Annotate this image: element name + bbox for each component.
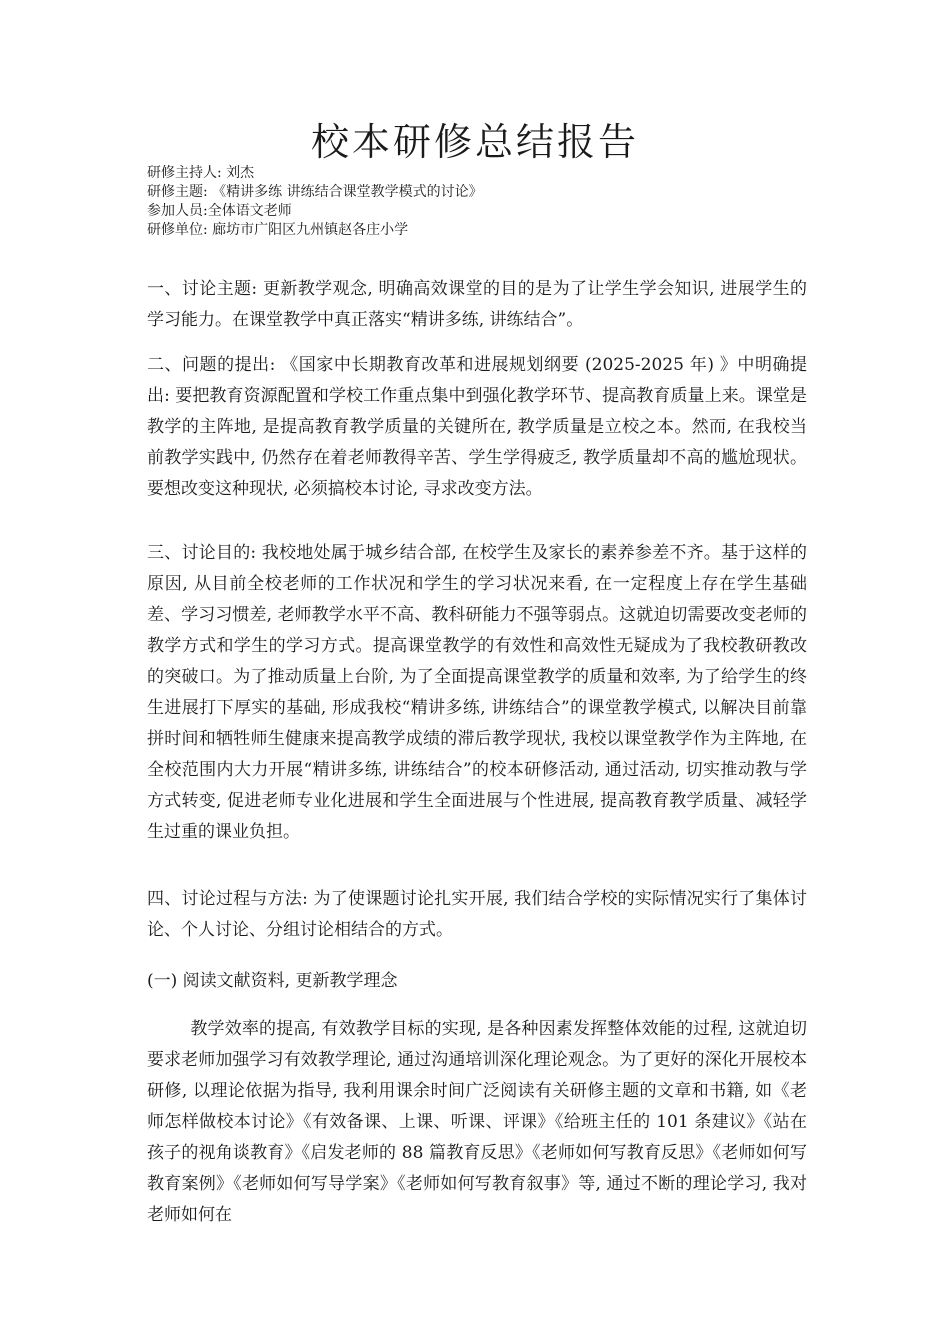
section-discussion-purpose: 三、讨论目的: 我校地处属于城乡结合部, 在校学生及家长的素养参差不齐。基于这样的原因, 从目前全校老师的工作状况和学生的学习状况来看, 在一定程度上存在学生基础差、学习习惯差, 老师教学水平不高、教科研能力不强等弱点。这就迫切需要改变老师的教学方式和学生的学习方式。提高课堂教学的有效性和高效性无疑成为了我校教研教改的突破口。为了推动质量上台阶, 为了全面提高课堂教学的质量和效率, 为了给学生的终生进展打下厚实的基础, 形成我校“精讲多练, 讲练结合”的课堂教学模式, 以解决目前靠拼时间和牺牲师生健康来提高教学成绩的滞后教学现状, 我校以课堂教学作为主阵地, 在全校范围内大力开展“精讲多练, 讲练结合”的校本研修活动, 通过活动, 切实推动教与学方式转变, 促进老师专业化进展和学生全面进展与个性进展, 提高教育教学质量、减轻学生过重的课业负担。 — [147, 543, 807, 842]
document-title: 校本研修总结报告 — [310, 120, 639, 164]
meta-participants: 参加人员:全体语文老师 — [147, 203, 292, 219]
body-paragraph: 教学效率的提高, 有效教学目标的实现, 是各种因素发挥整体效能的过程, 这就迫切要求老师加强学习有效教学理论, 通过沟通培训深化理论观念。为了更好的深化开展校本研修, 以理论依据为指导, 我利用课余时间广泛阅读有关研修主题的文章和书籍, 如《老师怎样做校本讨论》《有效备课、上课、听课、评课》《给班主任的 101 条建议》《站在孩子的视角谈教育》《启发老师的 88 篇教育反思》《老师如何写教育反思》《老师如何写教育案例》《老师如何写导学案》《老师如何写教育叙事》等, 通过不断的理论学习, 我对老师如何在 — [147, 1019, 807, 1225]
meta-host: 研修主持人: 刘杰 — [147, 165, 255, 181]
section-problem-statement: 二、问题的提出: 《国家中长期教育改革和进展规划纲要 (2025-2025 年) 》中明确提出: 要把教育资源配置和学校工作重点集中到强化教学环节、提高教育质量上来。课堂是教学的主阵地, 是提高教育教学质量的关键所在, 教学质量是立校之本。然而, 在我校当前教学实践中, 仍然存在着老师教得辛苦、学生学得疲乏, 教学质量却不高的尴尬现状。要想改变这种现状, 必须搞校本讨论, 寻求改变方法。 — [147, 355, 807, 499]
document-meta — [147, 164, 483, 240]
meta-topic: 研修主题: 《精讲多练 讲练结合课堂教学模式的讨论》 — [147, 184, 483, 200]
section-process-method: 四、讨论过程与方法: 为了使课题讨论扎实开展, 我们结合学校的实际情况实行了集体讨论、个人讨论、分组讨论相结合的方式。 — [147, 889, 807, 940]
subsection-heading: (一) 阅读文献资料, 更新教学理念 — [147, 971, 398, 991]
section-discussion-topic: 一、讨论主题: 更新教学观念, 明确高效课堂的目的是为了让学生学会知识, 进展学生的学习能力。在课堂教学中真正落实“精讲多练, 讲练结合”。 — [147, 279, 807, 330]
meta-unit: 研修单位: 廊坊市广阳区九州镇赵各庄小学 — [147, 222, 409, 238]
